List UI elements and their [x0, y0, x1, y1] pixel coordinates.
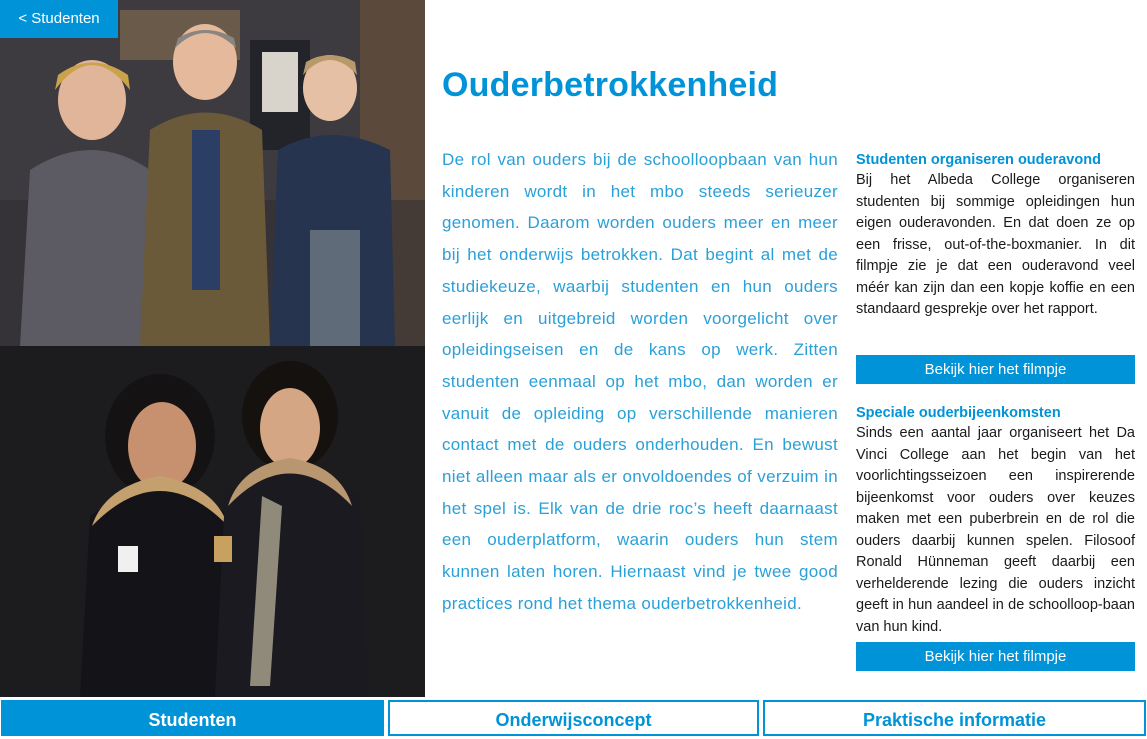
bottom-navigation: [0, 699, 1147, 739]
practice-body: Bij het Albeda College organiseren studenten bij sommige opleidingen hun eigen ouderavonden. En dat doen ze op een frisse, out-of-the-boxmanier. In dit filmpje zie je dat een ouderavond veel méér kan zijn dan een kopje koffie en een standaard gesprekje over het rapport.: [856, 172, 1135, 317]
practice-heading: Speciale ouderbijeenkomsten: [856, 405, 1061, 421]
practice-body: Sinds een aantal jaar organiseert het Da Vinci College aan het begin van het voorlichtingsseizoen een inspirerende bijeenkomst voor ouders over keuzes maken met een puberbrein en de rol die ouders daarbij kunnen spelen. Filosoof Ronald Hünneman geeft daarbij een verhelderende lezing die ouders inzicht geeft in hun aandeel in de schoolloop-baan van hun kind.: [856, 425, 1135, 635]
photo-parents-event: [0, 346, 425, 697]
practice-block-ouderbijeenkomsten: [856, 403, 1135, 638]
page-title: Ouderbetrokkenheid: [442, 66, 779, 104]
photo-family-illustration: [0, 0, 425, 346]
practice-heading: Studenten organiseren ouderavond: [856, 152, 1101, 168]
tab-studenten[interactable]: Studenten: [1, 700, 384, 736]
practice-block-ouderavond: [856, 150, 1135, 321]
photo-parents-illustration: [0, 346, 425, 697]
back-button[interactable]: < Studenten: [0, 0, 118, 38]
watch-video-button-ouderbijeenkomsten[interactable]: Bekijk hier het filmpje: [856, 642, 1135, 671]
tab-praktische-informatie[interactable]: Praktische informatie: [763, 700, 1146, 736]
tab-onderwijsconcept[interactable]: Onderwijsconcept: [388, 700, 759, 736]
photo-family: [0, 0, 425, 346]
photo-column: [0, 0, 425, 697]
watch-video-button-ouderavond[interactable]: Bekijk hier het filmpje: [856, 355, 1135, 384]
intro-text: De rol van ouders bij de schoolloopbaan van hun kinderen wordt in het mbo steeds serieuzer genomen. Daarom worden ouders meer en meer bij het onderwijs betrokken. Dat begint al met de studiekeuze, waarbij studenten en hun ouders eerlijk en uitgebreid worden voorgelicht over opleidingseisen en de kans op werk. Zitten studenten eenmaal op het mbo, dan worden er vanuit de opleiding op verschillende manieren contact met de ouders onderhouden. En bewust niet alleen maar als er onvoldoendes of verzuim in het spel is. Elk van de drie roc’s heeft daarnaast een ouderplatform, waarin ouders hun stem kunnen laten horen. Hiernaast vind je twee good practices rond het thema ouderbetrokkenheid.: [442, 150, 838, 613]
